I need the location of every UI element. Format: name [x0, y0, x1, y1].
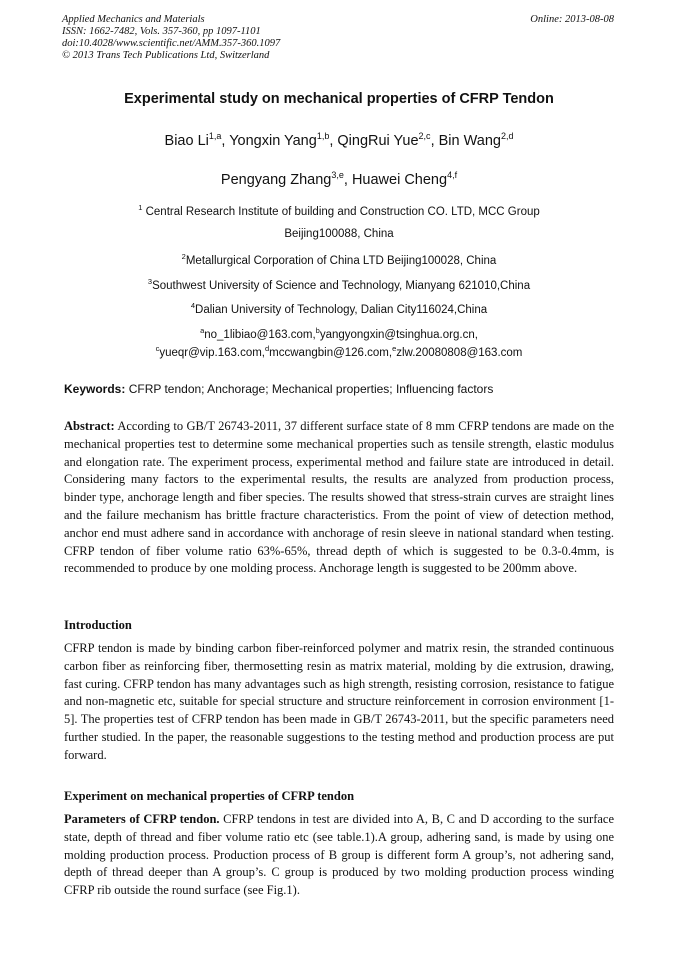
author-name: Yongxin Yang — [229, 132, 317, 149]
affiliation-1-city: Beijing100088, China — [284, 228, 394, 240]
issn-line: ISSN: 1662-7482, Vols. 357-360, pp 1097-1101 — [62, 26, 261, 37]
doi-line: doi:10.4028/www.scientific.net/AMM.357-360.1097 — [62, 38, 281, 49]
affiliation-1 — [0, 203, 678, 218]
affiliation-4 — [0, 301, 678, 316]
section-heading-introduction: Introduction — [64, 618, 132, 632]
email-sup: e — [392, 344, 397, 353]
affiliation-sup: 1 — [138, 203, 143, 212]
affiliation-sup: 2 — [181, 252, 186, 261]
author-sep: , — [430, 132, 439, 149]
affiliation-sup: 4 — [190, 301, 196, 310]
affiliation-text: Southwest University of Science and Technology, Mianyang 621010,China — [152, 279, 531, 292]
paper-title: Experimental study on mechanical properties of CFRP Tendon — [124, 91, 554, 107]
abstract-label: Abstract: — [64, 419, 115, 433]
email-line-1 — [0, 326, 678, 341]
affiliation-3 — [0, 277, 678, 292]
online-date: Online: 2013-08-08 — [530, 14, 614, 25]
author-sep: , — [343, 171, 352, 188]
keywords-label: Keywords: — [64, 382, 126, 396]
author-sep: , — [329, 132, 338, 149]
email-address: mccwangbin@126.com, — [269, 346, 393, 359]
journal-header — [62, 14, 614, 62]
affiliation-2 — [0, 252, 678, 267]
author-name: Biao Li — [164, 132, 209, 149]
email-address: no_1libiao@163.com, — [204, 328, 316, 341]
author-sup: 1,b — [316, 131, 330, 141]
author-line-2 — [0, 170, 678, 188]
author-name: QingRui Yue — [337, 132, 419, 149]
email-address: yueqr@vip.163.com, — [159, 346, 265, 359]
section-heading-experiment: Experiment on mechanical properties of CFRP tendon — [64, 789, 355, 803]
author-sup: 3,e — [331, 170, 344, 180]
experiment-paragraph — [64, 811, 614, 900]
email-line-2 — [0, 344, 678, 359]
author-sup: 1,a — [208, 131, 222, 141]
copyright-line: © 2013 Trans Tech Publications Ltd, Switzerland — [62, 50, 270, 61]
keywords — [64, 382, 493, 396]
email-sup: c — [155, 344, 160, 353]
email-sup: d — [265, 344, 270, 353]
affiliation-sup: 3 — [147, 277, 153, 286]
author-name: Pengyang Zhang — [220, 171, 332, 188]
author-sup: 4,f — [447, 170, 458, 180]
affiliation-text: Metallurgical Corporation of China LTD Beijing100028, China — [185, 254, 497, 267]
author-name: Bin Wang — [438, 132, 501, 149]
email-address: yangyongxin@tsinghua.org.cn, — [319, 328, 478, 341]
email-sup: b — [315, 326, 320, 335]
author-sup: 2,c — [418, 131, 431, 141]
keywords-text: CFRP tendon; Anchorage; Mechanical properties; Influencing factors — [125, 382, 494, 396]
affiliation-text: Dalian University of Technology, Dalian City116024,China — [195, 303, 488, 316]
author-name: Huawei Cheng — [351, 171, 448, 188]
email-address: zlw.20080808@163.com — [396, 346, 523, 359]
abstract-text: According to GB/T 26743-2011, 37 different surface state of 8 mm CFRP tendons are made on the mechanical properties test to determine some mechanical properties such as tensile strength, elastic modulus and elongation rate. The experiment process, experimental method and failure state are introduced in detail. Considering many factors to the experimental results, the results are analyzed from production process, binder type, anchorage length and fiber species. The results showed that stress-strain curves are straight lines and the failure mechanism has brittle fracture characteristics. From the point of view of detection method, anchor end must adhere sand in accordance with anchorage of resin sleeve in national standard when testing. CFRP tendon of fiber volume ratio 63%-65%, thread depth of which is suggested to be 0.3-0.4mm, is recommended to produce by one molding process. Anchorage length is suggested to be 200mm above. — [64, 419, 614, 576]
author-sep: , — [221, 132, 230, 149]
affiliation-text: Central Research Institute of building and Construction CO. LTD, MCC Group — [142, 205, 540, 218]
author-line-1 — [0, 131, 678, 149]
introduction-text: CFRP tendon is made by binding carbon fiber-reinforced polymer and matrix resin, the stranded continuous carbon fiber as reinforcing fiber, thermosetting resin as matrix material, molding by die extrusion, drawing, fast curing. CFRP tendon has many advantages such as high strength, resisting corrosion, resistance to fatigue and non-magnetic etc, suitable for special structure and structure reinforcement in corrosion environment [1-5]. The properties test of CFRP tendon has been made in GB/T 26743-2011, but the specific parameters need further studied. In the paper, the reasonable suggestions to the testing method and production process are put forward. — [64, 641, 614, 762]
author-sup: 2,d — [500, 131, 514, 141]
subsection-label: Parameters of CFRP tendon. — [64, 812, 220, 826]
experiment-text: CFRP tendons in test are divided into A, B, C and D according to the surface state, depth of thread and fiber volume ratio etc (see table.1).A group, adhering sand, is made by using one molding production process. Production process of B group is different form A group’s, not adhering sand, depth of thread deeper than A group’s. C group is produced by two molding production process winding CFRP rib outside the round surface (see Fig.1). — [64, 812, 614, 898]
email-sup: a — [200, 326, 205, 335]
journal-name: Applied Mechanics and Materials — [62, 14, 205, 25]
abstract — [64, 418, 614, 578]
